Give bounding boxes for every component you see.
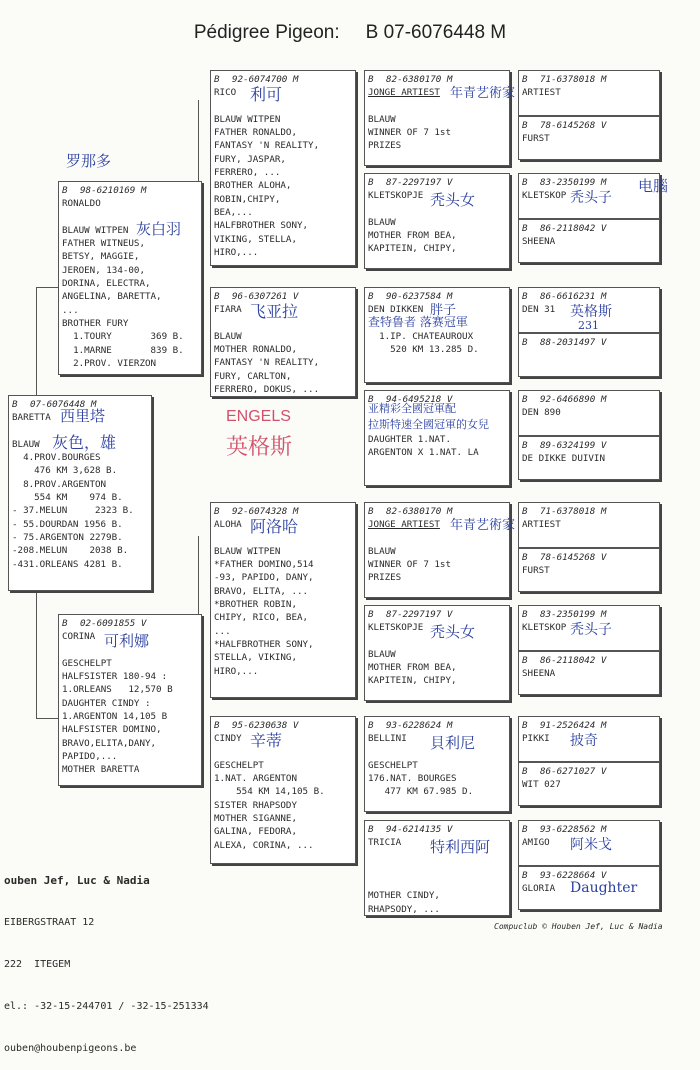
pigeon-ring	[522, 654, 656, 667]
pigeon-ring-number: 92-6074328 M	[232, 506, 299, 517]
pigeon-country: B	[522, 506, 528, 517]
spacer	[214, 746, 352, 759]
pigeon-info-line: HIRO,...	[214, 665, 259, 677]
pigeon-ring	[522, 73, 656, 86]
subject-color-cn: 灰色，雄	[52, 433, 117, 452]
page-title	[0, 22, 700, 44]
pigeon-info-line: 1.NAT. ARGENTON	[214, 773, 297, 785]
pigeon-info-line: *FATHER DOMINO,514	[214, 559, 314, 571]
breeder-street: EIBERGSTRAAT 12	[4, 917, 95, 928]
pigeon-ring-number: 94-6214135 V	[386, 824, 453, 835]
pigeon-info-line: HALFSISTER DOMINO,	[62, 724, 162, 736]
pigeon-ring-number: 07-6076448 M	[30, 399, 97, 410]
dam-cn-name: 可利娜	[104, 632, 150, 650]
pigeon-ring-number: 98-6210169 M	[80, 185, 147, 196]
pigeon-ring-number: 82-6380170 M	[386, 506, 453, 517]
pigeon-country: B	[368, 74, 374, 85]
pigeon-info-line: BRAVO, ELITA, ...	[214, 585, 309, 597]
pigeon-info-line: PRIZES	[368, 572, 402, 584]
pigeon-info-line: 1.MARNE 839 B.	[62, 344, 184, 356]
breeder-phone: el.: -32-15-244701 / -32-15-251334	[4, 1001, 209, 1012]
pigeon-ring-number: 87-2297197 V	[386, 609, 453, 620]
pigeon-info-line: FURY, JASPAR,	[214, 153, 286, 165]
pigeon-info-line: HIRO,...	[214, 246, 259, 258]
pigeon-info-line: MOTHER FROM BEA,	[368, 230, 457, 242]
pigeon-ring	[522, 505, 656, 518]
pigeon-info-line: 554 KM 14,105 B.	[214, 786, 325, 798]
pigeon-ring-number: 78-6145268 V	[540, 552, 607, 563]
pigeon-info-line: BLAUW	[368, 113, 396, 125]
pigeon-country: B	[368, 824, 374, 835]
pigeon-name: BARETTA	[12, 412, 51, 424]
pigeon-info-line: MOTHER SIGANNE,	[214, 813, 297, 825]
ggp-cn-name: 年青艺術家	[450, 518, 516, 533]
gggp-cn-name: 披奇	[570, 733, 598, 749]
pigeon-info-line: 1.ARGENTON 14,105 B	[62, 711, 168, 723]
pigeon-ring	[522, 336, 656, 349]
pigeon-ring	[368, 719, 506, 732]
fiara-engels-cn: 英格斯	[226, 435, 293, 460]
pigeon-great-great-grandparent	[518, 333, 660, 377]
pigeon-country: B	[368, 609, 374, 620]
pigeon-info-line: RHAPSODY, ...	[368, 903, 440, 915]
pigeon-name: DEN 31	[522, 304, 556, 316]
gggp-cn-name: 英格斯	[570, 304, 612, 320]
pigeon-info-line: FURY, CARLTON,	[214, 370, 292, 382]
pigeon-name: FURST	[522, 565, 550, 577]
pigeon-country: B	[522, 766, 528, 777]
pigeon-great-great-grandparent	[518, 651, 660, 695]
pigeon-info-line: HALFBROTHER SONY,	[214, 220, 309, 232]
pigeon-ring-number: 02-6091855 V	[80, 618, 147, 629]
pigeon-name: KLETSKOPJE	[368, 190, 424, 202]
pigeon-country: B	[522, 291, 528, 302]
pigeon-ring	[368, 608, 506, 621]
pigeon-ring-number: 88-2031497 V	[540, 337, 607, 348]
pigeon-info-line: ARGENTON X 1.NAT. LA	[368, 447, 479, 459]
pigeon-country: B	[368, 720, 374, 731]
pigeon-name: SHEENA	[522, 236, 556, 248]
grandparent-cn-name: 利可	[250, 85, 283, 104]
pigeon-great-grandparent	[364, 605, 510, 701]
pigeon-country: B	[62, 185, 68, 196]
gggp-cn-note: 电腦	[638, 177, 669, 195]
title-ring: B 07-6076448 M	[365, 22, 507, 43]
pigeon-name: AMIGO	[522, 837, 550, 849]
fiara-engels-label: ENGELS	[226, 408, 291, 425]
pigeon-ring-number: 87-2297197 V	[386, 177, 453, 188]
pigeon-info-line: DAUGHTER 1.NAT.	[368, 433, 451, 445]
pigeon-info-line	[368, 876, 506, 889]
pigeon-country: B	[214, 291, 220, 302]
pigeon-info-line: STELLA, VIKING,	[214, 652, 297, 664]
pigeon-ring	[522, 439, 656, 452]
pigeon-ring	[522, 393, 656, 406]
pigeon-ring-number: 91-2526424 M	[540, 720, 607, 731]
pigeon-info-line: MOTHER BARETTA	[62, 764, 140, 776]
pigeon-ring	[522, 119, 656, 132]
pigeon-name: KLETSKOPJE	[368, 622, 424, 634]
pigeon-ring	[214, 73, 352, 86]
pigeon-info-line: FANTASY 'N REALITY,	[214, 357, 320, 369]
pigeon-ring-number: 95-6230638 V	[232, 720, 299, 731]
pigeon-ring-number: 82-6380170 M	[386, 74, 453, 85]
pigeon-info-line: 176.NAT. BOURGES	[368, 773, 457, 785]
pigeon-info-line: BRAVO,ELITA,DANY,	[62, 737, 157, 749]
pigeon-info-line: FATHER WITNEUS,	[62, 238, 145, 250]
pigeon-name: DE DIKKE DUIVIN	[522, 453, 605, 465]
pigeon-ring-number: 89-6324199 V	[540, 440, 607, 451]
pigeon-name: FIARA	[214, 304, 242, 316]
pigeon-great-great-grandparent	[518, 70, 660, 116]
pigeon-name: WIT 027	[522, 779, 561, 791]
pigeon-country: B	[214, 506, 220, 517]
pigeon-country: B	[522, 552, 528, 563]
connector	[36, 287, 58, 288]
spacer	[214, 100, 352, 113]
pigeon-country: B	[522, 74, 528, 85]
pigeon-info-line	[368, 863, 506, 876]
pigeon-info-line: MOTHER RONALDO,	[214, 344, 297, 356]
gggp-cn-name: Daughter	[570, 880, 638, 896]
pigeon-great-great-grandparent	[518, 762, 660, 806]
pigeon-info-line: WINNER OF 7 1st	[368, 127, 451, 139]
pigeon-info-line: 554 KM 974 B.	[12, 492, 123, 504]
pigeon-info-line: BLAUW	[368, 648, 396, 660]
pigeon-country: B	[522, 720, 528, 731]
pigeon-ring-number: 78-6145268 V	[540, 120, 607, 131]
pigeon-name: DEN DIKKEN	[368, 304, 424, 316]
pigeon-name: CORINA	[62, 631, 96, 643]
pigeon-ring	[62, 184, 198, 197]
pigeon-info-line: BLAUW WITPEN	[214, 545, 281, 557]
pigeon-country: B	[214, 74, 220, 85]
pigeon-country: B	[522, 394, 528, 405]
connector	[36, 718, 58, 719]
pigeon-info-line: 520 KM 13.285 D.	[368, 344, 479, 356]
pigeon-info-line: - 55.DOURDAN 1956 B.	[12, 518, 123, 530]
pigeon-ring-number: 90-6237584 M	[386, 291, 453, 302]
gggp-cn-note: 231	[578, 319, 599, 332]
pigeon-country: B	[214, 720, 220, 731]
pigeon-info-line: *HALFBROTHER SONY,	[214, 638, 314, 650]
pigeon-info-line: DORINA, ELECTRA,	[62, 278, 151, 290]
pigeon-name: CINDY	[214, 733, 242, 745]
pigeon-great-grandparent	[364, 173, 510, 269]
connector	[36, 287, 37, 400]
ggp-cn-name: 貝利尼	[430, 734, 476, 752]
pigeon-info-line: KAPITEIN, CHIPY,	[368, 243, 457, 255]
pigeon-ring	[368, 176, 506, 189]
pigeon-info-line: GALINA, FEDORA,	[214, 826, 297, 838]
pigeon-ring-number: 71-6378018 M	[540, 506, 607, 517]
pigeon-ring-number: 71-6378018 M	[540, 74, 607, 85]
pigeon-great-grandparent	[364, 820, 510, 916]
pigeon-info-line: BLAUW WITPEN	[214, 113, 281, 125]
pigeon-info-line: FANTASY 'N REALITY,	[214, 140, 320, 152]
pigeon-info-line: FERRERO, ...	[214, 167, 281, 179]
pigeon-info-line: 477 KM 67.985 D.	[368, 786, 474, 798]
gggp-cn-name: 秃头子	[570, 622, 612, 638]
pigeon-name: BELLINI	[368, 733, 407, 745]
pigeon-great-great-grandparent	[518, 116, 660, 160]
pigeon-country: B	[522, 824, 528, 835]
pigeon-info-line: BETSY, MAGGIE,	[62, 251, 140, 263]
grandparent-cn-name: 辛蒂	[250, 731, 283, 750]
pigeon-name: ARTIEST	[522, 87, 561, 99]
pigeon-info-line: HALFSISTER 180-94 :	[62, 671, 168, 683]
pigeon-ring	[214, 719, 352, 732]
pigeon-info-line: ...	[62, 304, 79, 316]
pigeon-ring-number: 92-6074700 M	[232, 74, 299, 85]
pigeon-info-line: PAPIDO,...	[62, 750, 118, 762]
pigeon-info-line: ROBIN,CHIPY,	[214, 193, 281, 205]
pigeon-info-line: 2.PROV. VIERZON	[62, 357, 157, 369]
pigeon-info-line: 476 KM 3,628 B.	[12, 465, 118, 477]
breeder-city: 222 ITEGEM	[4, 959, 71, 970]
pigeon-info-line: GESCHELPT	[214, 759, 264, 771]
pigeon-country: B	[62, 618, 68, 629]
pigeon-country: B	[522, 337, 528, 348]
pigeon-ring-number: 93-6228562 M	[540, 824, 607, 835]
pigeon-ring-number: 86-2118042 V	[540, 655, 607, 666]
pigeon-sire	[58, 181, 202, 375]
breeder-email: ouben@houbenpigeons.be	[4, 1043, 137, 1054]
ggp-cn-note: 拉斯特速全國冠軍的女兒	[368, 418, 489, 431]
breeder-info	[4, 846, 209, 1070]
pigeon-ring	[368, 823, 506, 836]
pigeon-name: GLORIA	[522, 883, 556, 895]
pigeon-ring-number: 93-6228624 M	[386, 720, 453, 731]
pigeon-info-line: -431.ORLEANS 4281 B.	[12, 558, 123, 570]
pigeon-info-line: PRIZES	[368, 140, 402, 152]
pigeon-ring-number: 83-2350199 M	[540, 177, 607, 188]
pigeon-info-line: -93, PAPIDO, DANY,	[214, 572, 314, 584]
pigeon-grandparent	[210, 716, 356, 864]
pigeon-info-line: BLAUW	[214, 330, 242, 342]
ggp-cn-name: 年青艺術家	[450, 86, 516, 101]
pigeon-info-line: 1.ORLEANS 12,570 B	[62, 684, 173, 696]
pigeon-info-line: SISTER RHAPSODY	[214, 799, 297, 811]
pigeon-country: B	[522, 223, 528, 234]
breeder-name: ouben Jef, Luc & Nadia	[4, 874, 150, 887]
pigeon-country: B	[522, 655, 528, 666]
pigeon-name: DEN 890	[522, 407, 561, 419]
pigeon-info-line: ...	[214, 625, 231, 637]
pigeon-info-line: 1.IP. CHATEAUROUX	[368, 330, 474, 342]
ggp-cn-note: 查特鲁者 落赛冠軍	[368, 315, 468, 329]
pigeon-name: JONGE ARTIEST	[368, 87, 440, 99]
pigeon-name: FURST	[522, 133, 550, 145]
pigeon-info-line: 1.TOURY 369 B.	[62, 331, 184, 343]
pigeon-name: KLETSKOP	[522, 622, 567, 634]
pigeon-ring	[522, 765, 656, 778]
ggp-cn-name: 秃头女	[430, 191, 476, 209]
pigeon-ring-number: 86-2118042 V	[540, 223, 607, 234]
pigeon-info-line: WINNER OF 7 1st	[368, 559, 451, 571]
pigeon-info-line: BLAUW	[368, 545, 396, 557]
spacer	[368, 532, 506, 545]
pigeon-great-great-grandparent	[518, 502, 660, 548]
pigeon-country: B	[522, 609, 528, 620]
pigeon-country: B	[368, 291, 374, 302]
pigeon-country: B	[522, 120, 528, 131]
pigeon-info-line: DAUGHTER CINDY :	[62, 697, 151, 709]
pigeon-info-line: FATHER RONALDO,	[214, 127, 297, 139]
pigeon-ring-number: 93-6228664 V	[540, 870, 607, 881]
pigeon-info-line: 8.PROV.ARGENTON	[12, 478, 107, 490]
pigeon-info-line: KAPITEIN, CHIPY,	[368, 675, 457, 687]
sire-cn-name: 罗那多	[66, 152, 112, 170]
title-label: Pédigree Pigeon:	[193, 22, 340, 43]
sire-color-cn: 灰白羽	[136, 220, 182, 238]
pigeon-info-line: - 75.ARGENTON 2279B.	[12, 531, 123, 543]
pigeon-country: B	[522, 177, 528, 188]
pigeon-name: ARTIEST	[522, 519, 561, 531]
pigeon-name: KLETSKOP	[522, 190, 567, 202]
ggp-cn-name: 特利西阿	[430, 838, 491, 856]
pigeon-ring-number: 83-2350199 M	[540, 609, 607, 620]
pigeon-info-line: VIKING, STELLA,	[214, 233, 297, 245]
pigeon-ring	[522, 222, 656, 235]
pigeon-info-line: MOTHER FROM BEA,	[368, 662, 457, 674]
ggp-cn-name: 胖子	[430, 303, 457, 318]
pigeon-info-line: 4.PROV.BOURGES	[12, 452, 101, 464]
pigeon-info-line: CHIPY, RICO, BEA,	[214, 612, 309, 624]
pigeon-name	[522, 349, 656, 362]
pigeon-info-line: *BROTHER ROBIN,	[214, 599, 297, 611]
ggp-cn-note: 亚精彩全國冠軍配	[368, 402, 456, 415]
grandparent-cn-name: 飞亚拉	[250, 302, 299, 321]
pigeon-color: BLAUW	[12, 438, 40, 450]
pigeon-great-great-grandparent	[518, 436, 660, 480]
pigeon-info-line: BLAUW	[368, 216, 396, 228]
pigeon-name: PIKKI	[522, 733, 550, 745]
pigeon-country: B	[368, 394, 374, 405]
pigeon-ring-number: 86-6271027 V	[540, 766, 607, 777]
subject-cn-name: 西里塔	[60, 407, 106, 425]
ggp-cn-name: 秃头女	[430, 623, 476, 641]
pigeon-info-line: - 37.MELUN 2323 B.	[12, 505, 134, 517]
pigeon-ring	[522, 551, 656, 564]
copyright: Compuclub © Houben Jef, Luc & Nadia	[494, 922, 663, 931]
pigeon-info-line: MOTHER CINDY,	[368, 890, 440, 902]
pigeon-ring-number: 86-6616231 M	[540, 291, 607, 302]
pigeon-grandparent	[210, 70, 356, 266]
pigeon-name: SHEENA	[522, 668, 556, 680]
pigeon-great-great-grandparent	[518, 390, 660, 436]
pigeon-name: RICO	[214, 87, 237, 99]
pigeon-info-line: ANGELINA, BARETTA,	[62, 291, 162, 303]
pigeon-great-great-grandparent	[518, 548, 660, 592]
pigeon-ring-number: 94-6495218 V	[386, 394, 453, 405]
pigeon-great-grandparent	[364, 716, 510, 812]
grandparent-cn-name: 阿洛哈	[250, 517, 299, 536]
pigeon-info-line: BROTHER ALOHA,	[214, 180, 292, 192]
pigeon-ring-number: 92-6466890 M	[540, 394, 607, 405]
pigeon-info-line: JEROEN, 134-00,	[62, 264, 145, 276]
connector	[36, 588, 37, 718]
pigeon-info-line: ALEXA, CORINA, ...	[214, 839, 314, 851]
pigeon-info-line: GESCHELPT	[62, 657, 112, 669]
pigeon-ring-number: 96-6307261 V	[232, 291, 299, 302]
pigeon-ring	[62, 617, 198, 630]
pigeon-info-line: FERRERO, DOKUS, ...	[214, 384, 320, 396]
pigeon-info-line: BROTHER FURY	[62, 317, 129, 329]
pigeon-color: BLAUW WITPEN	[62, 224, 129, 236]
pigeon-country: B	[522, 440, 528, 451]
pigeon-name: TRICIA	[368, 837, 402, 849]
pigeon-great-great-grandparent	[518, 219, 660, 263]
pigeon-country: B	[12, 399, 18, 410]
pigeon-name: ALOHA	[214, 519, 242, 531]
pigeon-country: B	[368, 177, 374, 188]
pigeon-info-line: BEA,...	[214, 206, 253, 218]
pigeon-name: JONGE ARTIEST	[368, 519, 440, 531]
pigeon-info-line: -208.MELUN 2038 B.	[12, 545, 129, 557]
spacer	[368, 100, 506, 113]
pigeon-info-line: GESCHELPT	[368, 759, 418, 771]
pigeon-country: B	[368, 506, 374, 517]
pigeon-name: RONALDO	[62, 198, 101, 210]
pigeon-country: B	[522, 870, 528, 881]
gggp-cn-name: 秃头子	[570, 190, 612, 206]
gggp-cn-name: 阿米戈	[570, 837, 612, 853]
